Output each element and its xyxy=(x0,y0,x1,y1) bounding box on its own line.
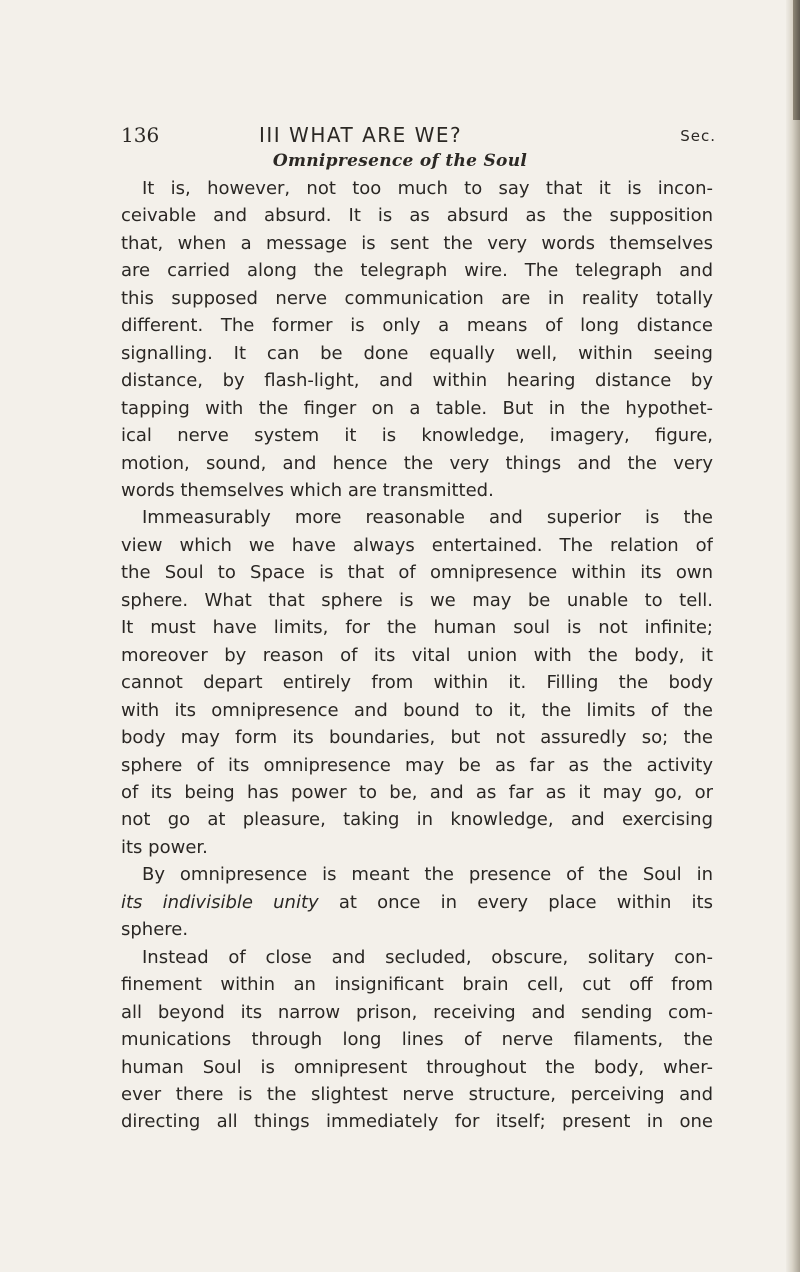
text-line: that, when a message is sent the very words themselves xyxy=(121,232,713,254)
page-number: 136 xyxy=(121,123,160,147)
text-line: words themselves which are transmitted. xyxy=(121,479,494,501)
text-line: tapping with the finger on a table. But in the hypothet- xyxy=(121,397,713,419)
text-line: Instead of close and secluded, obscure, solitary con- xyxy=(142,946,713,968)
text-line: cannot depart entirely from within it. Filling the body xyxy=(121,672,713,694)
text-line: body may form its boundaries, but not assuredly so; the xyxy=(121,727,713,749)
text-line: human Soul is omnipresent throughout the body, wher- xyxy=(121,1056,713,1078)
section-subtitle: Omnipresence of the Soul xyxy=(272,151,528,171)
text-line: sphere. xyxy=(121,919,189,941)
section-label: Sec. xyxy=(680,127,716,145)
text-line: not go at pleasure, taking in knowledge, and exercising xyxy=(121,809,713,831)
text-line: motion, sound, and hence the very things and the very xyxy=(121,452,713,474)
text-line: distance, by flash-light, and within hearing distance by xyxy=(121,370,713,392)
text-line: By omnipresence is meant the presence of the Soul in xyxy=(142,864,713,886)
text-line: Immeasurably more reasonable and superior is the xyxy=(142,507,713,529)
text-line: the Soul to Space is that of omnipresence within its own xyxy=(121,562,713,584)
text-line: ical nerve system it is knowledge, imagery, figure, xyxy=(121,425,713,447)
text-line: It is, however, not too much to say that it is incon- xyxy=(142,178,713,199)
running-header xyxy=(121,123,716,149)
text-line: It must have limits, for the human soul is not infinite; xyxy=(121,617,713,639)
text-line: ever there is the slightest nerve structure, perceiving and xyxy=(121,1083,713,1105)
body-text xyxy=(121,175,713,1136)
text-line: its indivisible unity at once in every place within its xyxy=(121,891,713,913)
text-line: its power. xyxy=(121,836,208,858)
page-edge xyxy=(786,0,800,1272)
text-line: munications through long lines of nerve filaments, the xyxy=(121,1029,713,1051)
binding-shadow xyxy=(793,0,800,120)
text-line: of its being has power to be, and as far as it may go, or xyxy=(121,781,713,803)
text-line: are carried along the telegraph wire. The telegraph and xyxy=(121,260,713,282)
italic-emphasis: its indivisible unity xyxy=(121,891,319,913)
text-line: ceivable and absurd. It is as absurd as the supposition xyxy=(121,205,713,227)
text-line: finement within an insignificant brain cell, cut off from xyxy=(121,974,713,996)
text-line: signalling. It can be done equally well, within seeing xyxy=(121,342,713,364)
text-line: directing all things immediately for itself; present in one xyxy=(121,1111,713,1133)
text-line: with its omnipresence and bound to it, the limits of the xyxy=(121,699,713,721)
text-line: view which we have always entertained. The relation of xyxy=(121,534,713,556)
text-line: this supposed nerve communication are in reality totally xyxy=(121,287,713,309)
text-line: moreover by reason of its vital union with the body, it xyxy=(121,644,713,666)
text-line: sphere of its omnipresence may be as far as the activity xyxy=(121,754,713,776)
running-title: III WHAT ARE WE? xyxy=(259,123,463,147)
text-line: sphere. What that sphere is we may be unable to tell. xyxy=(121,589,713,611)
text-line: all beyond its narrow prison, receiving and sending com- xyxy=(121,1001,713,1023)
text-line: different. The former is only a means of long distance xyxy=(121,315,713,337)
